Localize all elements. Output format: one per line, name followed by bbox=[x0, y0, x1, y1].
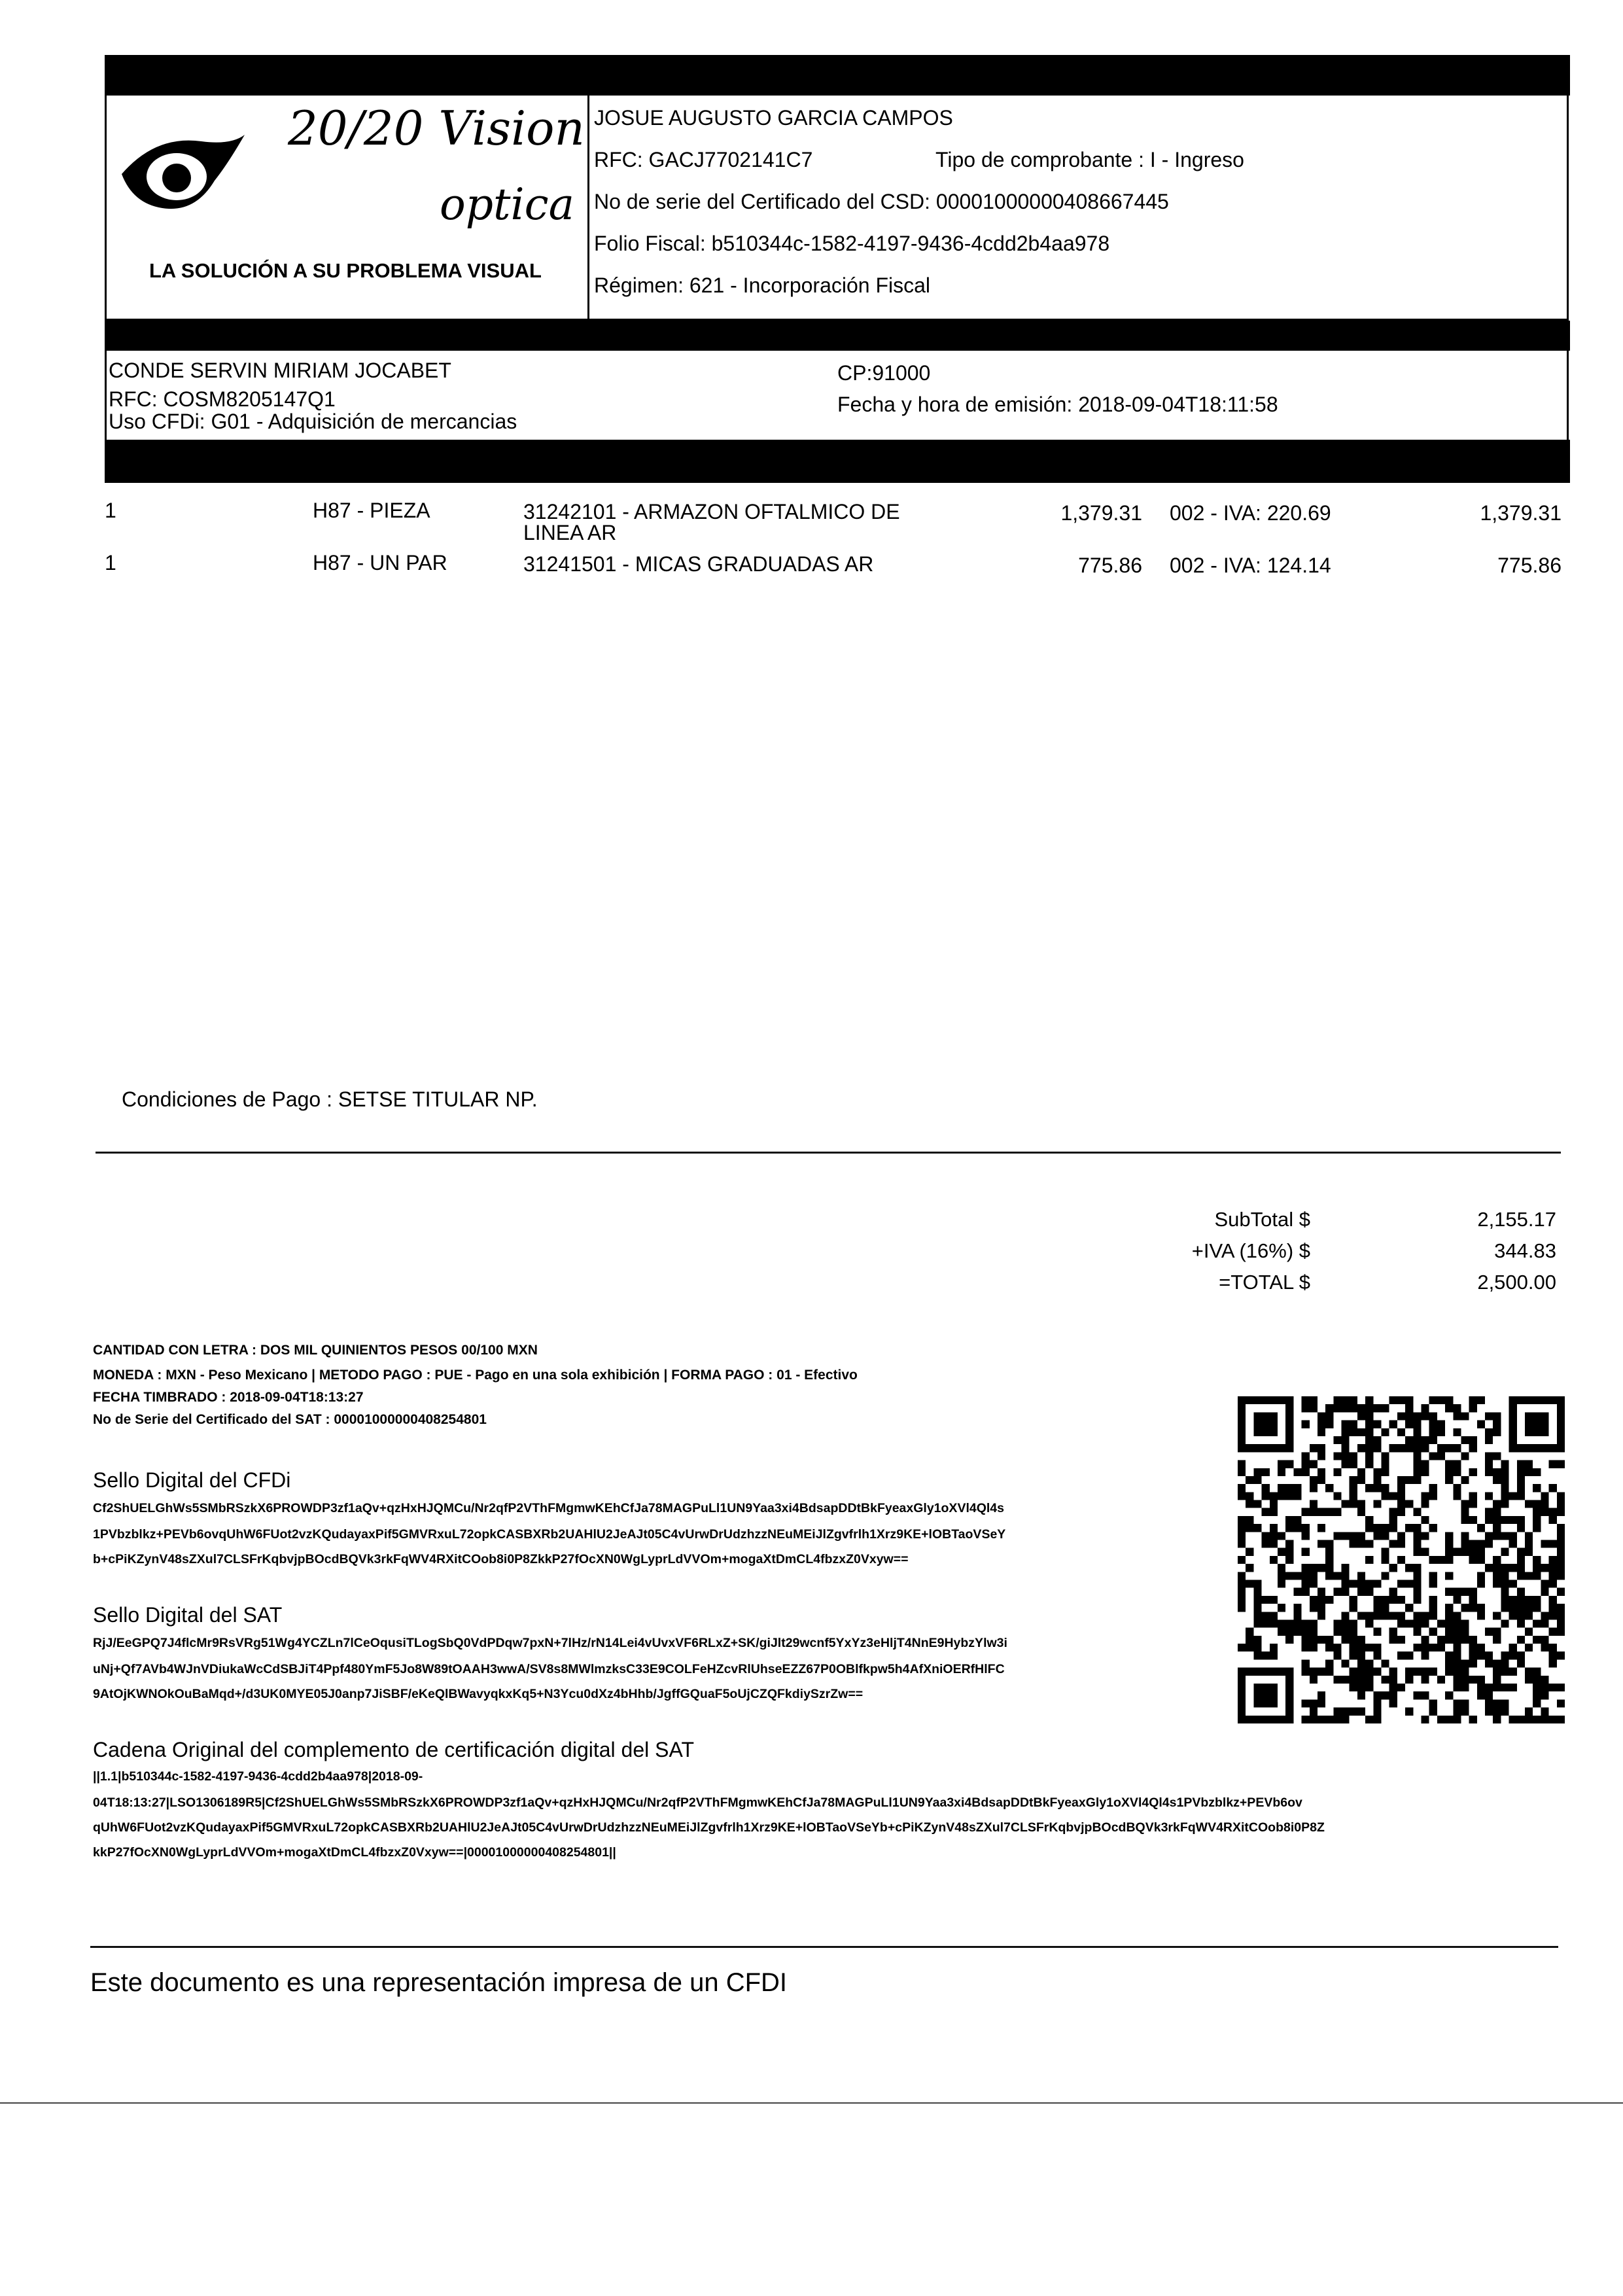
no-serie-sat: No de Serie del Certificado del SAT : 00001000000408254801 bbox=[93, 1412, 487, 1427]
total-value: 2,500.00 bbox=[1477, 1271, 1556, 1294]
header-bar bbox=[105, 55, 1570, 96]
iva-value: 344.83 bbox=[1494, 1239, 1556, 1262]
receptor-bar-bottom bbox=[105, 440, 1570, 483]
cantidad-letra: CANTIDAD CON LETRA : DOS MIL QUINIENTOS PESOS 00/100 MXN bbox=[93, 1343, 538, 1358]
condiciones-pago: Condiciones de Pago : SETSE TITULAR NP. bbox=[122, 1087, 538, 1111]
emisor-rfc: RFC: GACJ7702141C7 bbox=[594, 148, 813, 171]
item-impuesto: 002 - IVA: 124.14 bbox=[1170, 554, 1331, 577]
fecha-timbrado: FECHA TIMBRADO : 2018-09-04T18:13:27 bbox=[93, 1390, 364, 1405]
emisor-name: JOSUE AUGUSTO GARCIA CAMPOS bbox=[594, 106, 953, 130]
subtotal-label: SubTotal $ bbox=[1214, 1208, 1310, 1231]
iva-label: +IVA (16%) $ bbox=[1191, 1239, 1310, 1262]
item-valor-unitario: 1,379.31 bbox=[1060, 501, 1142, 525]
folio-fiscal: Folio Fiscal: b510344c-1582-4197-9436-4cdd2b4aa978 bbox=[594, 232, 1110, 255]
logo-tagline: LA SOLUCIÓN A SU PROBLEMA VISUAL bbox=[149, 259, 542, 282]
cadena-line: ||1.1|b510344c-1582-4197-9436-4cdd2b4aa978|2018-09- bbox=[93, 1769, 423, 1784]
qr-code-icon bbox=[1238, 1396, 1565, 1723]
tipo-comprobante: Tipo de comprobante : I - Ingreso bbox=[935, 148, 1244, 171]
footer-text: Este documento es una representación impresa de un CFDI bbox=[90, 1968, 788, 1997]
eye-logo-icon bbox=[116, 128, 247, 220]
item-descripcion: 31241501 - MICAS GRADUADAS AR bbox=[523, 552, 874, 576]
sello-sat-line: uNj+Qf7AVb4WJnVDiukaWcCdSBJiT4Ppf480YmF5Jo8W89tOAAH3wwA/SV8s8MWlmzksC33E9COLFeHZcvRlUhseEZZ67P0OBlfkpw5h4AfXniOERfHlFC bbox=[93, 1662, 1005, 1676]
sello-sat-line: 9AtOjKWNOkOuBaMqd+/d3UK0MYE05J0anp7JiSBF/eKeQlBWavyqkxKq5+N3Ycu0dXz4bHhb/JgffGQuaF5oUjCZQFkdiySzrZw== bbox=[93, 1687, 864, 1701]
fecha-emision: Fecha y hora de emisión: 2018-09-04T18:11:58 bbox=[837, 393, 1278, 416]
item-impuesto: 002 - IVA: 220.69 bbox=[1170, 501, 1331, 525]
divider-line bbox=[90, 1946, 1558, 1948]
item-unidad: H87 - UN PAR bbox=[313, 551, 447, 574]
no-serie-csd: No de serie del Certificado del CSD: 00001000000408667445 bbox=[594, 190, 1169, 213]
cadena-line: 04T18:13:27|LSO1306189R5|Cf2ShUELGhWs5SMbRSzkX6PROWDP3zf1aQv+qzHxHJQMCu/Nr2qfP2VThFMgmwKEhCfJa78MAGPuLl1UN9Yaa3xi4BdsapDDtBkFyeaxGly1oXVl4Ql4s1PVbzblkz+PEVb6ov bbox=[93, 1795, 1302, 1810]
sello-sat-title: Sello Digital del SAT bbox=[93, 1603, 283, 1627]
receptor-cp: CP:91000 bbox=[837, 361, 931, 385]
cadena-title: Cadena Original del complemento de certificación digital del SAT bbox=[93, 1738, 694, 1761]
divider-line bbox=[96, 1152, 1561, 1154]
item-importe: 775.86 bbox=[1497, 554, 1562, 577]
receptor-uso-cfdi: Uso CFDi: G01 - Adquisición de mercancias bbox=[109, 410, 517, 433]
cadena-line: kkP27fOcXN0WgLyprLdVVOm+mogaXtDmCL4fbzxZ0Vxyw==|00001000000408254801|| bbox=[93, 1845, 616, 1860]
subtotal-value: 2,155.17 bbox=[1477, 1208, 1556, 1231]
sello-cfdi-title: Sello Digital del CFDi bbox=[93, 1468, 291, 1492]
sello-cfdi-line: b+cPiKZynV48sZXul7CLSFrKqbvjpBOcdBQVk3rkFqWV4RXitCOob8i0P8ZkkP27fOcXN0WgLyprLdVVOm+mogaXtDmCL4fbzxZ0Vxyw== bbox=[93, 1552, 909, 1566]
logo-script-text: 20/20 Vision bbox=[288, 101, 585, 156]
sello-cfdi-line: 1PVbzblkz+PEVb6ovqUhW6FUot2vzKQudayaxPif5GMVRxuL72opkCASBXRb2UAHlU2JeAJt05C4vUrwDrUdzhzzNEuMEiJlZgvfrlh1Xrz9KE+lOBTaoVSeY bbox=[93, 1527, 1006, 1542]
regimen: Régimen: 621 - Incorporación Fiscal bbox=[594, 274, 931, 297]
total-label: =TOTAL $ bbox=[1219, 1271, 1310, 1294]
item-cantidad: 1 bbox=[105, 551, 116, 574]
sello-sat-line: RjJ/EeGPQ7J4flcMr9RsVRg51Wg4YCZLn7lCeOqusiTLogSbQ0VdPDqw7pxN+7lHz/rN14Lei4vUvxVF6RLxZ+SK/giJlt29wcnf5YxYz3eHljT4NnE9HybzYlw3i bbox=[93, 1636, 1007, 1650]
item-importe: 1,379.31 bbox=[1480, 501, 1562, 525]
receptor-bar-top bbox=[105, 321, 1570, 351]
cadena-line: qUhW6FUot2vzKQudayaxPif5GMVRxuL72opkCASBXRb2UAHlU2JeAJt05C4vUrwDrUdzhzzNEuMEiJlZgvfrlh1Xrz9KE+lOBTaoVSeYb+cPiKZynV48sZXul7CLSFrKqbvjpBOcdBQVk3rkFqWV4RXitCOob8i0P8Z bbox=[93, 1820, 1325, 1835]
item-unidad: H87 - PIEZA bbox=[313, 499, 430, 522]
receptor-name: CONDE SERVIN MIRIAM JOCABET bbox=[109, 359, 451, 382]
scan-edge-line bbox=[0, 2102, 1623, 2104]
item-descripcion: 31242101 - ARMAZON OFTALMICO DE bbox=[523, 500, 900, 523]
receptor-rfc: RFC: COSM8205147Q1 bbox=[109, 387, 336, 411]
header-divider bbox=[587, 96, 589, 321]
item-descripcion-2: LINEA AR bbox=[523, 521, 617, 544]
item-valor-unitario: 775.86 bbox=[1078, 554, 1142, 577]
moneda-metodo-forma: MONEDA : MXN - Peso Mexicano | METODO PAGO : PUE - Pago en una sola exhibición | FORMA PAGO : 01 - Efectivo bbox=[93, 1368, 858, 1383]
item-cantidad: 1 bbox=[105, 499, 116, 522]
logo-script-text-2: optica bbox=[440, 179, 574, 230]
sello-cfdi-line: Cf2ShUELGhWs5SMbRSzkX6PROWDP3zf1aQv+qzHxHJQMCu/Nr2qfP2VThFMgmwKEhCfJa78MAGPuLl1UN9Yaa3xi4BdsapDDtBkFyeaxGly1oXVl4Ql4s bbox=[93, 1501, 1004, 1515]
